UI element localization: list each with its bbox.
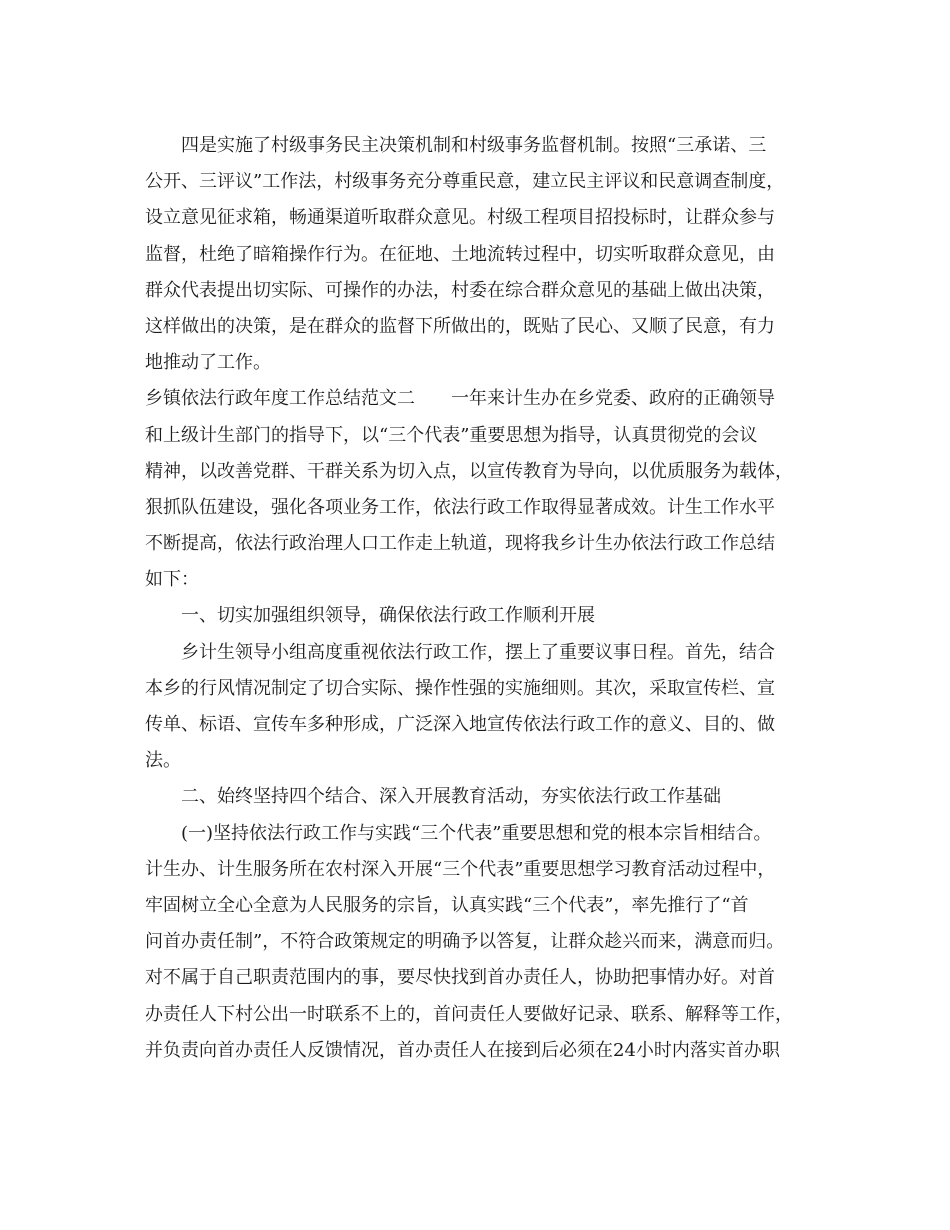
- text-line: 如下：: [145, 569, 199, 591]
- text-line: 办责任人下村公出一时联系不上的，首问责任人要做好记录、联系、解释等工作，: [145, 1003, 793, 1025]
- document-body: [145, 128, 805, 1069]
- text-line: 狠抓队伍建设，强化各项业务工作，依法行政工作取得显著成效。计生工作水平: [145, 496, 775, 518]
- text-line: 地推动了工作。: [145, 352, 271, 374]
- heading-line: 一、切实加强组织领导，确保依法行政工作顺利开展: [181, 605, 595, 627]
- text-line: 四是实施了村级事务民主决策机制和村级事务监督机制。按照“三承诺、三: [181, 135, 767, 156]
- text-line: 问首办责任制”，不符合政策规定的明确予以答复，让群众趁兴而来，满意而归。: [145, 931, 785, 953]
- text-line: 法。: [145, 750, 181, 772]
- text-line: 本乡的行风情况制定了切合实际、操作性强的实施细则。其次，采取宣传栏、宣: [145, 677, 775, 699]
- text-line: 不断提高，依法行政治理人口工作走上轨道，现将我乡计生办依法行政工作总结: [145, 533, 775, 555]
- text-line: 群众代表提出切实际、可操作的办法，村委在综合群众意见的基础上做出决策，: [145, 279, 775, 301]
- text-line: 公开、三评议”工作法，村级事务充分尊重民意，建立民主评议和民意调查制度，: [145, 171, 785, 193]
- text-line: 传单、标语、宣传车多种形成，广泛深入地宣传依法行政工作的意义、目的、做: [145, 714, 775, 735]
- heading-line: 二、始终坚持四个结合、深入开展教育活动，夯实依法行政工作基础: [181, 786, 721, 808]
- text-line: 并负责向首办责任人反馈情况，首办责任人在接到后必须在24小时内落实首办职: [145, 1039, 780, 1061]
- text-line: 精神，以改善党群、干群关系为切入点，以宣传教育为导向，以优质服务为载体，: [145, 460, 793, 482]
- text-line: 乡计生领导小组高度重视依法行政工作，摆上了重要议事日程。首先，结合: [181, 641, 775, 663]
- text-line: 计生办、计生服务所在农村深入开展“三个代表”重要思想学习教育活动过程中，: [145, 858, 776, 880]
- section-title-line: 乡镇依法行政年度工作总结范文二 一年来计生办在乡党委、政府的正确领导: [145, 388, 775, 410]
- text-line: 设立意见征求箱，畅通渠道听取群众意见。村级工程项目招投标时，让群众参与: [145, 207, 775, 229]
- text-line: (一)坚持依法行政工作与实践“三个代表”重要思想和党的根本宗旨相结合。: [181, 822, 772, 844]
- text-line: 对不属于自己职责范围内的事，要尽快找到首办责任人，协助把事情办好。对首: [145, 967, 775, 989]
- text-line: 这样做出的决策，是在群众的监督下所做出的，既贴了民心、又顺了民意，有力: [145, 315, 775, 337]
- text-line: 监督，杜绝了暗箱操作行为。在征地、土地流转过程中，切实听取群众意见，由: [145, 243, 775, 265]
- text-line: 和上级计生部门的指导下，以“三个代表”重要思想为指导，认真贯彻党的会议: [145, 424, 758, 446]
- text-line: 牢固树立全心全意为人民服务的宗旨，认真实践“三个代表”，率先推行了“首: [145, 894, 749, 916]
